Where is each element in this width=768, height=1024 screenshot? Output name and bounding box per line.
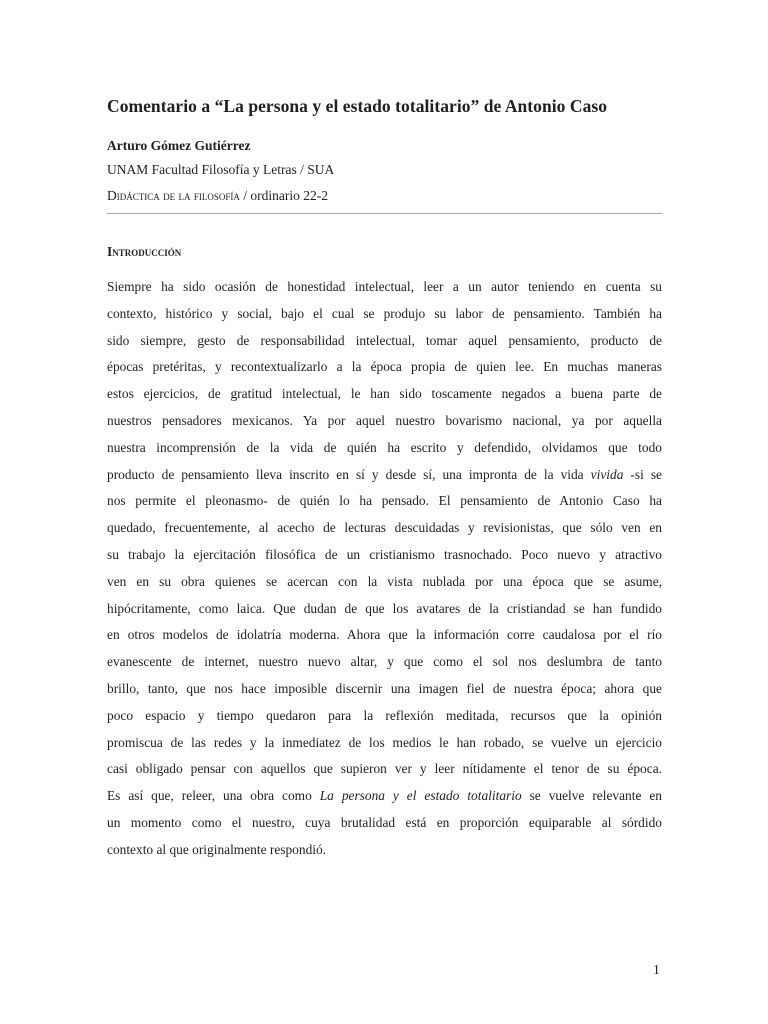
body-line-text: -si se <box>623 466 663 482</box>
page-number: 1 <box>653 962 660 977</box>
body-line: nos permite el pleonasmo- de quién lo ha pensado. El pensamiento de Antonio Caso ha <box>107 493 662 509</box>
body-line: evanescente de internet, nuestro nuevo altar, y que como el sol nos deslumbra de tanto <box>107 654 662 670</box>
body-line: quedado, frecuentemente, al acecho de lecturas descuidadas y revisionistas, que sólo ven en <box>107 520 662 536</box>
body-line: Siempre ha sido ocasión de honestidad intelectual, leer a un autor teniendo en cuenta su <box>107 279 662 294</box>
body-line: ven en su obra quienes se acercan con la vista nublada por una época que se asume, <box>107 573 662 589</box>
course-suffix: / ordinario 22-2 <box>239 188 328 203</box>
body-line <box>107 783 662 810</box>
italic-phrase: La persona y el estado totalitario <box>319 788 522 804</box>
header-divider <box>107 213 662 214</box>
course-name: Didáctica de la filosofía <box>107 188 240 203</box>
course-line <box>107 188 328 204</box>
body-line-text: producto de pensamiento lleva inscrito en sí y desde sí, una impronta de la vida <box>107 466 591 482</box>
body-line: contexto al que originalmente respondió. <box>107 841 327 857</box>
body-line-text: se vuelve relevante en <box>521 788 662 804</box>
body-line: casi obligado pensar con aquellos que supieron ver y leer nítidamente el tenor de su época. <box>107 761 662 777</box>
affiliation: UNAM Facultad Filosofía y Letras / SUA <box>107 162 335 177</box>
body-line: épocas pretéritas, y recontextualizarlo a la época propia de quien lee. En muchas maneras <box>107 359 662 375</box>
body-line: hipócritamente, como laica. Que dudan de que los avatares de la cristiandad se han fundido <box>107 600 662 616</box>
body-line: estos ejercicios, de gratitud intelectual, le han sido toscamente negados a buena parte de <box>107 386 662 402</box>
body-line: contexto, histórico y social, bajo el cual se produjo su labor de pensamiento. También ha <box>107 305 662 321</box>
body-line: poco espacio y tiempo quedaron para la reflexión meditada, recursos que la opinión <box>107 707 662 723</box>
section-heading-introduccion: Introducción <box>107 244 182 259</box>
body-line-text: Es así que, releer, una obra como <box>107 788 320 804</box>
body-paragraph <box>107 274 662 864</box>
author-name: Arturo Gómez Gutiérrez <box>107 138 251 153</box>
body-line: su trabajo la ejercitación filosófica de un cristianismo trasnochado. Poco nuevo y atractivo <box>107 546 662 562</box>
body-line: promiscua de las redes y la inmediatez de los medios le han robado, se vuelve un ejercicio <box>107 734 662 750</box>
body-line: en otros modelos de idolatría moderna. Ahora que la información corre caudalosa por el río <box>107 627 662 643</box>
body-line: un momento como el nuestro, cuya brutalidad está en proporción equiparable al sórdido <box>107 814 662 830</box>
italic-phrase: vivida <box>590 466 624 482</box>
body-line: brillo, tanto, que nos hace imposible discernir una imagen fiel de nuestra época; ahora que <box>107 680 662 696</box>
body-line: nuestra incomprensión de la vida de quién ha escrito y defendido, olvidamos que todo <box>107 439 662 455</box>
body-line: sido siempre, gesto de responsabilidad intelectual, tomar aquel pensamiento, producto de <box>107 332 662 348</box>
body-line: nuestros pensadores mexicanos. Ya por aquel nuestro bovarismo nacional, ya por aquella <box>107 412 662 428</box>
body-line <box>107 462 662 489</box>
document-title: Comentario a “La persona y el estado totalitario” de Antonio Caso <box>107 96 608 116</box>
document-page <box>107 0 662 1024</box>
